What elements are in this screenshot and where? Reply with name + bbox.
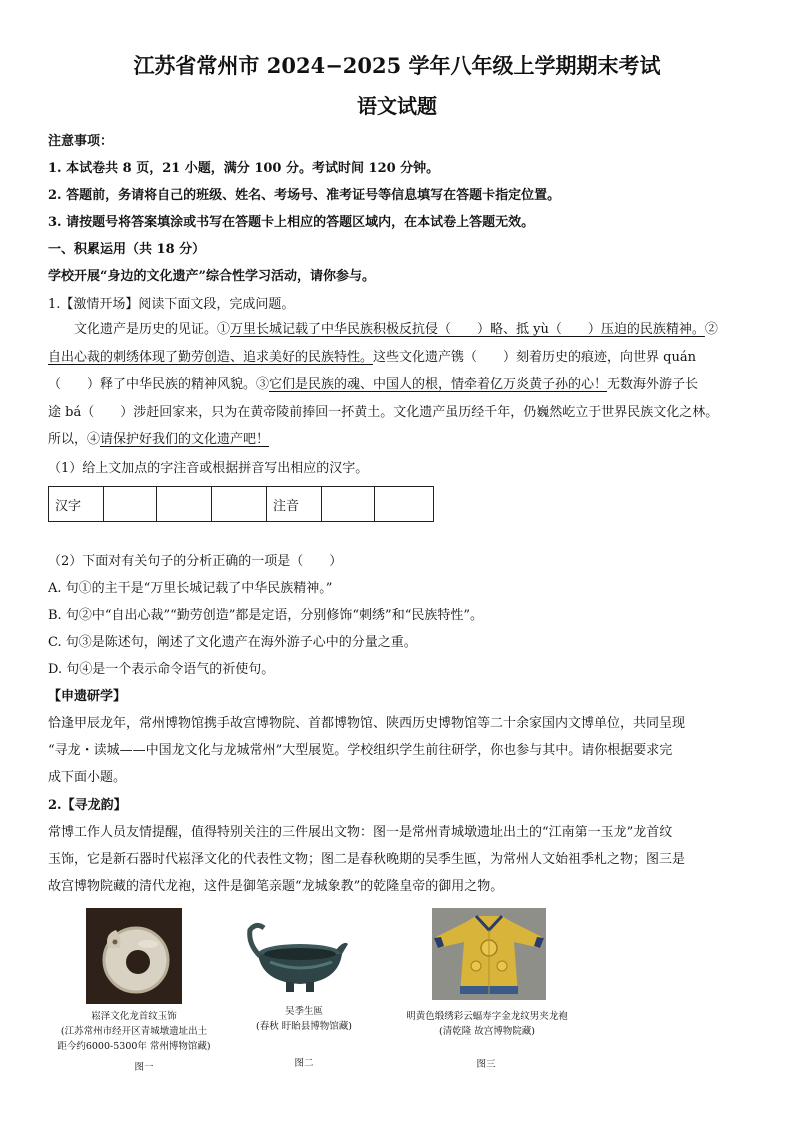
answer-table: [48, 486, 434, 522]
option-a: A. 句①的主干是“万里长城记载了中华民族精神。”: [48, 581, 333, 596]
option-b: B. 句②中“自出心裁”“勤劳创造”都是定语，分别修饰“刺绣”和“民族特性”。: [48, 608, 483, 623]
passage-line-4: 途 bá（ ）涉赶回家来，只为在黄帝陵前捧回一抔黄土。文化遗产虽历经千年，仍巍然屹立于世界民族文化之林。: [48, 404, 719, 420]
q2-line-3: 故宫博物院藏的清代龙袍，这件是御笔亲题“龙城象教”的乾隆皇帝的御用之物。: [48, 879, 504, 894]
figure-2-label: 图二: [294, 1058, 314, 1069]
figure-3-label: 图三: [476, 1059, 496, 1070]
section1-intro: 学校开展“身边的文化遗产”综合性学习活动，请你参与。: [48, 269, 375, 284]
answer-cell[interactable]: [212, 487, 267, 522]
table-label-hanzi: 汉字: [49, 487, 104, 522]
figure-2-caption: 吴季生匜 (春秋 盱眙县博物馆藏): [256, 1006, 352, 1032]
passage-line-5: 所以，④请保护好我们的文化遗产吧！: [48, 432, 270, 447]
table-label-zhuyin: 注音: [267, 487, 322, 522]
bronze-vessel-image: [240, 910, 350, 996]
option-c: C. 句③是陈述句，阐述了文化遗产在海外游子心中的分量之重。: [48, 635, 417, 650]
answer-cell[interactable]: [322, 487, 375, 522]
notice-item-1: 1. 本试卷共 8 页，21 小题，满分 100 分。考试时间 120 分钟。: [48, 161, 440, 176]
shentou-line-1: 恰逢甲辰龙年，常州博物馆携手故宫博物院、首都博物馆、陕西历史博物馆等二十余家国内文博单位，共同呈现: [48, 716, 686, 731]
q2-line-2: 玉饰，它是新石器时代崧泽文化的代表性文物；图二是春秋晚期的吴季生匜，为常州人文始祖季札之物；图三是: [48, 852, 686, 867]
notice-item-3: 3. 请按题号将答案填涂或书写在答题卡上相应的答题区域内，在本试卷上答题无效。: [48, 215, 535, 230]
figure-1-caption: 崧泽文化龙首纹玉饰 (江苏常州市经开区青城墩遗址出土 距今约6000-5300年 常州博物馆藏): [57, 1011, 211, 1052]
exam-subtitle: 语文试题: [357, 94, 437, 118]
answer-cell[interactable]: [157, 487, 212, 522]
exam-title: 江苏省常州市 2024−2025 学年八年级上学期期末考试: [133, 53, 661, 78]
notice-item-2: 2. 答题前，务请将自己的班级、姓名、考场号、准考证号等信息填写在答题卡指定位置。: [48, 188, 561, 203]
q1-sub2: （2）下面对有关句子的分析正确的一项是（ ）: [48, 554, 343, 569]
passage-line-3: （ ）释了中华民族的精神风貌。③它们是民族的魂、中国人的根，情牵着亿万炎黄子孙的心！无数海外游子长: [48, 377, 699, 392]
answer-cell[interactable]: [375, 487, 434, 522]
dragon-robe-image: [432, 908, 546, 1000]
q1-sub1: （1）给上文加点的字注音或根据拼音写出相应的汉字。: [48, 461, 369, 476]
shentou-line-3: 成下面小题。: [48, 770, 127, 785]
section1-heading: 一、积累运用（共 18 分）: [48, 242, 206, 257]
passage-line-1: 文化遗产是历史的见证。①万里长城记载了中华民族积极反抗侵（ ）略、抵 yù（ ）压迫的民族精神。②: [74, 322, 718, 337]
shentou-heading: 【申遗研学】: [48, 689, 127, 704]
q2-line-1: 常博工作人员友情提醒，值得特别关注的三件展出文物：图一是常州青城墩遗址出土的“江南第一玉龙”龙首纹: [48, 825, 673, 840]
notice-heading: 注意事项：: [48, 134, 114, 149]
figure-1-label: 图一: [134, 1062, 154, 1073]
figure-3-caption: 明黄色缎绣彩云蝠寿字金龙纹男夹龙袍 (清乾隆 故宫博物院藏): [406, 1011, 568, 1037]
passage-line-2: 自出心裁的刺绣体现了勤劳创造、追求美好的民族特性。这些文化遗产镌（ ）刻着历史的痕迹，向世界 quán: [48, 349, 696, 365]
jade-ornament-image: [86, 908, 182, 1004]
answer-cell[interactable]: [104, 487, 157, 522]
q1-passage: [48, 316, 764, 454]
shentou-line-2: “寻龙・读城——中国龙文化与龙城常州”大型展览。学校组织学生前往研学，你也参与其中。请你根据要求完: [48, 743, 673, 758]
q2-label: 2.【寻龙韵】: [48, 798, 127, 813]
q1-label: 1.【激情开场】阅读下面文段，完成问题。: [48, 297, 295, 312]
option-d: D. 句④是一个表示命令语气的祈使句。: [48, 662, 275, 677]
